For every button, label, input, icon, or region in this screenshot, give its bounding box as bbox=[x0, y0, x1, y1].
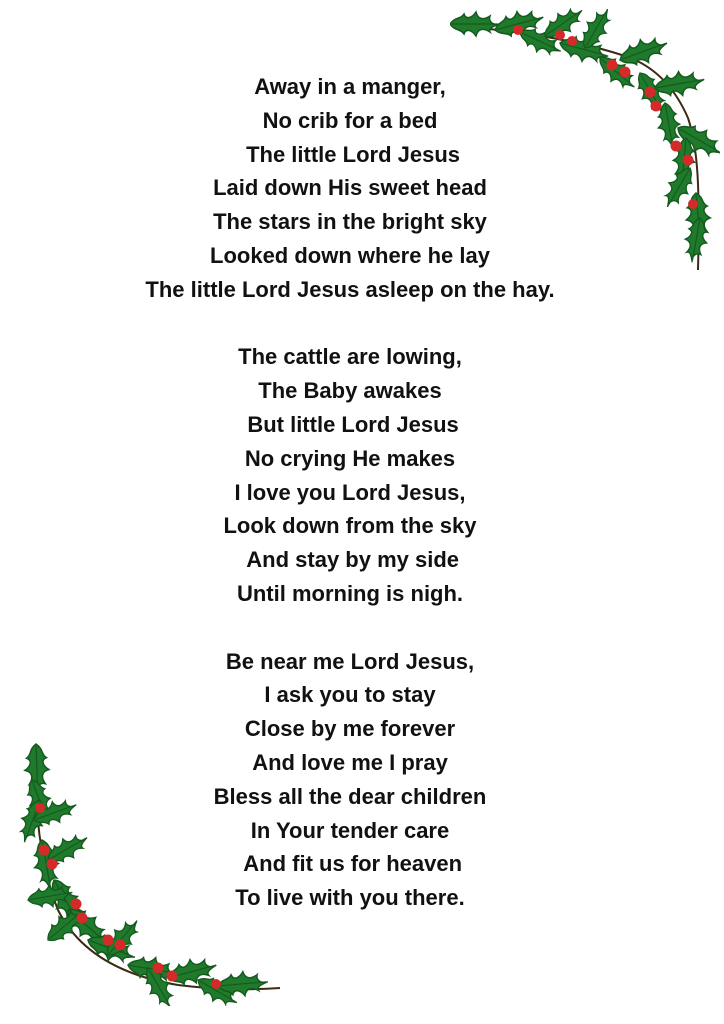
poem-line: And fit us for heaven bbox=[237, 851, 463, 877]
poem-line: And stay by my side bbox=[240, 547, 460, 573]
poem-line: Be near me Lord Jesus, bbox=[225, 648, 475, 674]
poem-line: The Baby awakes bbox=[258, 378, 442, 404]
poem-line: The cattle are lowing, bbox=[238, 344, 462, 370]
poem-line: Away in a manger, bbox=[254, 74, 446, 99]
poem-line: The little Lord Jesus asleep on the hay. bbox=[145, 276, 555, 302]
poem-line: Until morning is nigh. bbox=[236, 580, 464, 606]
poem-line: No crib for a bed bbox=[262, 107, 438, 133]
poem-line: Laid down His sweet head bbox=[213, 175, 487, 201]
poem-line: Looked down where he lay bbox=[210, 242, 490, 268]
poem-line: And love me I pray bbox=[252, 749, 448, 775]
poem-line: The stars in the bright sky bbox=[213, 209, 487, 235]
poem-line: The little Lord Jesus bbox=[239, 141, 461, 167]
poem-line: Close by me forever bbox=[244, 716, 456, 742]
poem-line: But little Lord Jesus bbox=[241, 411, 459, 437]
stanza-2 bbox=[0, 340, 700, 610]
poem-line: Bless all the dear children bbox=[213, 783, 487, 809]
stanza-1 bbox=[0, 70, 700, 307]
poem-line: I love you Lord Jesus, bbox=[234, 479, 466, 505]
poem-line: I ask you to stay bbox=[264, 682, 436, 708]
poem-line: In Your tender care bbox=[250, 817, 450, 843]
poem-line: No crying He makes bbox=[244, 445, 456, 471]
holly-corner-bottom-left-icon bbox=[18, 740, 288, 1006]
poem-line: To live with you there. bbox=[235, 885, 465, 911]
poem-line: Look down from the sky bbox=[223, 513, 477, 539]
